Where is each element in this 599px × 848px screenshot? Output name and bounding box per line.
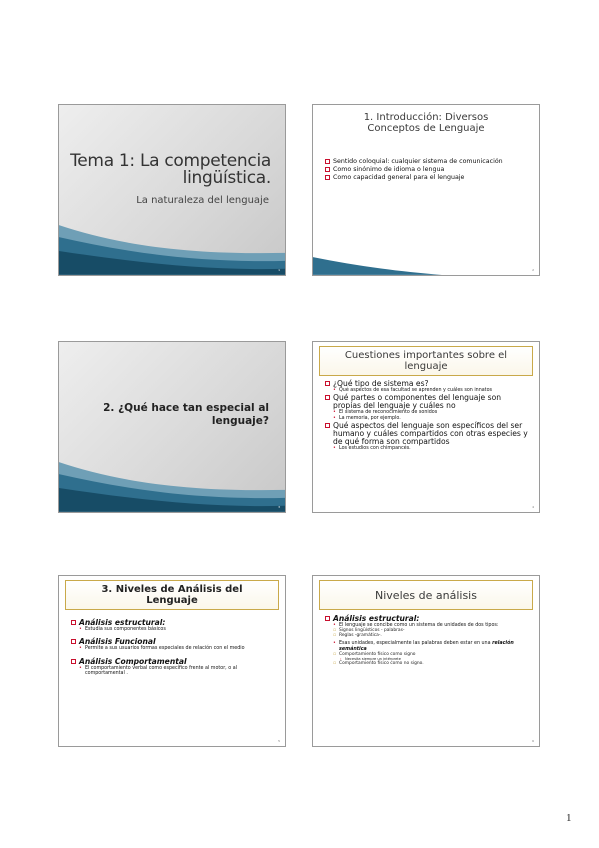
- slide-6-sub-1a: ▫ Signos lingüísticos - palabras-: [325, 628, 531, 633]
- slide-5-content: [71, 618, 277, 677]
- slide-4-title-line2: lenguaje: [404, 361, 448, 372]
- slide-1-wave-decoration: [59, 215, 285, 275]
- slide-2-content: [325, 157, 531, 182]
- slide-6-sub-2a-i: › Necesita siempre un intérprete: [325, 657, 531, 661]
- slide-5-number: 5: [278, 739, 280, 743]
- slide-3-title-line1: 2. ¿Qué hace tan especial al: [103, 402, 269, 414]
- slide-5-sub-3: • El comportamiento verbal como específico frente al motor, o al comportamental .: [71, 666, 277, 677]
- slide-4-title-line1: Cuestiones importantes sobre el: [344, 350, 508, 361]
- slide-6-sub-1: • El lenguaje se concibe como un sistema de unidades de dos tipos:: [325, 623, 531, 628]
- slide-2-title: [319, 109, 533, 137]
- slide-5-sub-2: • Permite a sus usuarios formas especiales de relación con el medio: [71, 646, 277, 651]
- slide-6-sub-1b: ▫ Reglas -gramática-.: [325, 633, 531, 638]
- slide-6-sub-2: [325, 641, 531, 652]
- slide-3: [58, 341, 286, 513]
- slide-3-title: [103, 402, 269, 428]
- slide-4-bullet-3: Qué aspectos del lenguaje son específicos del ser humano y cuáles compartidos con otras especies y de qué forma son compartidos: [325, 422, 531, 446]
- slide-2-bullet-3: Como capacidad general para el lenguaje: [325, 174, 531, 181]
- slide-4-content: [325, 379, 531, 452]
- slide-3-wave-decoration: [59, 452, 285, 512]
- slide-5-heading-1: Análisis estructural:: [71, 619, 277, 627]
- slide-3-number: 3: [278, 505, 280, 509]
- slide-2-bullet-1: Sentido coloquial: cualquier sistema de comunicación: [325, 158, 531, 165]
- slide-4-sub-3: • Los estudios con chimpancés.: [325, 446, 531, 451]
- slide-5-title-line2: Lenguaje: [146, 595, 198, 606]
- slide-2-bullet-2: Como sinónimo de idioma o lengua: [325, 166, 531, 173]
- slide-1-number: 1: [278, 268, 280, 272]
- page-number: 1: [566, 812, 572, 824]
- slide-4-sub-2a: • El sistema de reconocimiento de sonidos: [325, 410, 531, 415]
- slide-2-title-line1: 1. Introducción: Diversos: [363, 112, 489, 123]
- slide-6-sub-2-emphasis: relación semántica: [339, 641, 514, 652]
- slide-3-title-line2: lenguaje?: [211, 415, 269, 427]
- slide-1-title-line1: Tema 1: La competencia: [70, 151, 271, 171]
- slide-1-title: [70, 153, 271, 187]
- slide-4-sub-2b: • La memoria, por ejemplo.: [325, 416, 531, 421]
- slide-2-title-line2: Conceptos de Lenguaje: [367, 123, 485, 134]
- slide-5-title-line1: 3. Niveles de Análisis del: [101, 584, 243, 595]
- slide-4: [312, 341, 540, 513]
- slide-4-bullet-2: Qué partes o componentes del lenguaje son propias del lenguaje y cuáles no: [325, 394, 531, 410]
- slide-5-heading-2: Análisis Funcional: [71, 638, 277, 646]
- slide-5-sub-1: • Estudia sus componentes básicos: [71, 627, 277, 632]
- slide-6-title: Niveles de análisis: [319, 580, 533, 610]
- slide-4-bullet-1: ¿Qué tipo de sistema es?: [325, 380, 531, 388]
- slide-5-title: [65, 580, 279, 610]
- slide-6-sub-2a: ▫ Comportamiento físico como signo: [325, 652, 531, 657]
- slide-5: [58, 575, 286, 747]
- slide-6-number: 6: [532, 739, 534, 743]
- slide-6-heading-1: Análisis estructural:: [325, 615, 531, 623]
- slide-1: [58, 104, 286, 276]
- slide-6: [312, 575, 540, 747]
- slide-4-sub-1: • Qué aspectos de esa facultad se aprenden y cuáles son innatos: [325, 388, 531, 393]
- slide-1-subtitle: La naturaleza del lenguaje: [136, 195, 269, 206]
- slide-6-sub-2-text: Esas unidades, especialmente las palabras deben estar en una: [339, 641, 491, 647]
- slide-4-title: [319, 346, 533, 376]
- slide-4-number: 4: [532, 505, 534, 509]
- slide-6-sub-2b: ▫ Comportamiento físico como no signo.: [325, 661, 531, 666]
- slide-6-content: [325, 614, 531, 666]
- slide-5-heading-3: Análisis Comportamental: [71, 658, 277, 666]
- slide-2-wave-decoration: [313, 255, 539, 275]
- slide-2-number: 2: [532, 268, 534, 272]
- slide-2: [312, 104, 540, 276]
- slide-1-title-line2: lingüística.: [182, 168, 271, 188]
